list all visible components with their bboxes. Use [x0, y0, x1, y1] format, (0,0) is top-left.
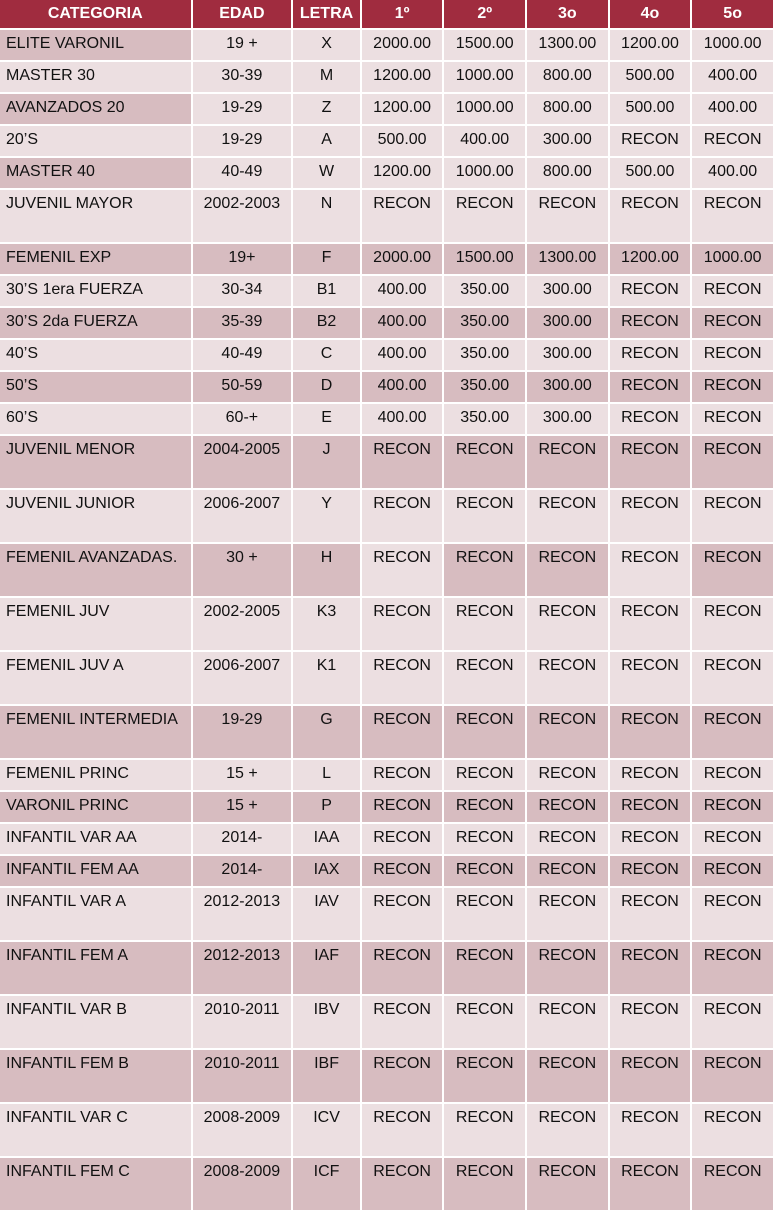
- cell-letra: W: [293, 158, 360, 188]
- cell-place-4: RECON: [610, 126, 691, 156]
- cell-edad: 2012-2013: [193, 942, 292, 994]
- cell-place-1: 2000.00: [362, 30, 443, 60]
- table-row: [0, 544, 773, 596]
- cell-place-2: RECON: [444, 706, 525, 758]
- cell-edad: 19 +: [193, 30, 292, 60]
- cell-place-3: RECON: [527, 1158, 608, 1210]
- cell-place-5: RECON: [692, 996, 773, 1048]
- cell-place-4: RECON: [610, 436, 691, 488]
- cell-place-4: RECON: [610, 404, 691, 434]
- cell-place-5: RECON: [692, 126, 773, 156]
- cell-place-5: RECON: [692, 856, 773, 886]
- cell-place-5: RECON: [692, 598, 773, 650]
- cell-letra: F: [293, 244, 360, 274]
- cell-letra: L: [293, 760, 360, 790]
- cell-place-2: 400.00: [444, 126, 525, 156]
- header-place-2: 2º: [444, 0, 525, 28]
- cell-edad: 2002-2003: [193, 190, 292, 242]
- cell-place-5: RECON: [692, 942, 773, 994]
- cell-place-4: 500.00: [610, 158, 691, 188]
- cell-categoria: 20’S: [0, 126, 191, 156]
- cell-place-1: 400.00: [362, 372, 443, 402]
- cell-place-4: RECON: [610, 792, 691, 822]
- cell-place-5: RECON: [692, 340, 773, 370]
- cell-place-1: RECON: [362, 652, 443, 704]
- table-body: [0, 30, 773, 1210]
- cell-edad: 2008-2009: [193, 1158, 292, 1210]
- table-row: [0, 158, 773, 188]
- cell-place-4: RECON: [610, 544, 691, 596]
- cell-place-1: 400.00: [362, 276, 443, 306]
- header-categoria: CATEGORIA: [0, 0, 191, 28]
- cell-place-2: RECON: [444, 652, 525, 704]
- cell-place-1: RECON: [362, 706, 443, 758]
- cell-place-2: 1000.00: [444, 62, 525, 92]
- cell-place-3: RECON: [527, 544, 608, 596]
- cell-place-3: RECON: [527, 760, 608, 790]
- cell-letra: Y: [293, 490, 360, 542]
- cell-place-5: RECON: [692, 490, 773, 542]
- cell-place-4: RECON: [610, 652, 691, 704]
- table-row: [0, 490, 773, 542]
- cell-place-1: RECON: [362, 824, 443, 854]
- cell-place-1: RECON: [362, 792, 443, 822]
- cell-letra: IAF: [293, 942, 360, 994]
- cell-place-2: RECON: [444, 792, 525, 822]
- header-place-4: 4o: [610, 0, 691, 28]
- cell-edad: 50-59: [193, 372, 292, 402]
- table-row: [0, 942, 773, 994]
- cell-place-4: RECON: [610, 490, 691, 542]
- cell-place-3: RECON: [527, 436, 608, 488]
- cell-place-1: 400.00: [362, 404, 443, 434]
- cell-edad: 2002-2005: [193, 598, 292, 650]
- cell-place-2: RECON: [444, 598, 525, 650]
- cell-edad: 2014-: [193, 824, 292, 854]
- cell-place-2: RECON: [444, 1050, 525, 1102]
- cell-place-3: RECON: [527, 996, 608, 1048]
- cell-place-5: RECON: [692, 652, 773, 704]
- cell-place-2: 350.00: [444, 372, 525, 402]
- cell-place-2: RECON: [444, 1104, 525, 1156]
- cell-place-5: 400.00: [692, 94, 773, 124]
- cell-place-1: 500.00: [362, 126, 443, 156]
- cell-place-5: RECON: [692, 1050, 773, 1102]
- cell-letra: K1: [293, 652, 360, 704]
- cell-place-3: RECON: [527, 1050, 608, 1102]
- cell-categoria: INFANTIL FEM C: [0, 1158, 191, 1210]
- cell-place-4: RECON: [610, 1104, 691, 1156]
- table-row: [0, 652, 773, 704]
- cell-place-3: 1300.00: [527, 244, 608, 274]
- cell-place-1: 1200.00: [362, 94, 443, 124]
- cell-place-1: RECON: [362, 996, 443, 1048]
- cell-categoria: INFANTIL FEM B: [0, 1050, 191, 1102]
- cell-edad: 2008-2009: [193, 1104, 292, 1156]
- cell-letra: IAV: [293, 888, 360, 940]
- cell-place-3: 300.00: [527, 372, 608, 402]
- cell-place-3: 300.00: [527, 340, 608, 370]
- cell-letra: K3: [293, 598, 360, 650]
- cell-place-1: 400.00: [362, 308, 443, 338]
- cell-place-3: RECON: [527, 1104, 608, 1156]
- table-row: [0, 792, 773, 822]
- cell-place-3: 800.00: [527, 62, 608, 92]
- cell-categoria: FEMENIL AVANZADAS.: [0, 544, 191, 596]
- cell-place-1: 2000.00: [362, 244, 443, 274]
- cell-letra: ICV: [293, 1104, 360, 1156]
- cell-categoria: INFANTIL VAR AA: [0, 824, 191, 854]
- cell-place-3: RECON: [527, 792, 608, 822]
- cell-place-4: RECON: [610, 888, 691, 940]
- table-row: [0, 30, 773, 60]
- cell-place-5: RECON: [692, 372, 773, 402]
- cell-place-3: 800.00: [527, 94, 608, 124]
- cell-letra: B2: [293, 308, 360, 338]
- cell-letra: B1: [293, 276, 360, 306]
- cell-letra: D: [293, 372, 360, 402]
- cell-place-2: 350.00: [444, 276, 525, 306]
- cell-place-3: RECON: [527, 190, 608, 242]
- table-row: [0, 276, 773, 306]
- table-row: [0, 888, 773, 940]
- cell-place-4: RECON: [610, 706, 691, 758]
- cell-place-3: RECON: [527, 888, 608, 940]
- cell-place-5: RECON: [692, 308, 773, 338]
- header-edad: EDAD: [193, 0, 292, 28]
- table-row: [0, 372, 773, 402]
- table-row: [0, 436, 773, 488]
- cell-categoria: FEMENIL JUV A: [0, 652, 191, 704]
- cell-categoria: 30’S 2da FUERZA: [0, 308, 191, 338]
- cell-place-2: 1000.00: [444, 94, 525, 124]
- cell-categoria: FEMENIL PRINC: [0, 760, 191, 790]
- cell-edad: 19-29: [193, 126, 292, 156]
- cell-letra: G: [293, 706, 360, 758]
- cell-letra: IBF: [293, 1050, 360, 1102]
- table-row: [0, 760, 773, 790]
- cell-categoria: MASTER 30: [0, 62, 191, 92]
- table-row: [0, 824, 773, 854]
- cell-place-5: 400.00: [692, 62, 773, 92]
- cell-categoria: 50’S: [0, 372, 191, 402]
- cell-edad: 60-+: [193, 404, 292, 434]
- cell-place-1: RECON: [362, 888, 443, 940]
- cell-place-2: RECON: [444, 942, 525, 994]
- cell-edad: 35-39: [193, 308, 292, 338]
- cell-categoria: FEMENIL INTERMEDIA: [0, 706, 191, 758]
- cell-edad: 40-49: [193, 158, 292, 188]
- cell-letra: E: [293, 404, 360, 434]
- cell-categoria: JUVENIL JUNIOR: [0, 490, 191, 542]
- header-place-1: 1º: [362, 0, 443, 28]
- cell-letra: N: [293, 190, 360, 242]
- header-place-5: 5o: [692, 0, 773, 28]
- cell-place-2: RECON: [444, 856, 525, 886]
- cell-categoria: INFANTIL FEM AA: [0, 856, 191, 886]
- table-row: [0, 1050, 773, 1102]
- cell-edad: 2004-2005: [193, 436, 292, 488]
- cell-place-3: RECON: [527, 824, 608, 854]
- header-row: [0, 0, 773, 28]
- cell-edad: 2014-: [193, 856, 292, 886]
- cell-place-2: RECON: [444, 1158, 525, 1210]
- cell-edad: 30-39: [193, 62, 292, 92]
- cell-place-2: RECON: [444, 436, 525, 488]
- cell-place-4: RECON: [610, 824, 691, 854]
- cell-place-2: RECON: [444, 490, 525, 542]
- cell-place-4: RECON: [610, 856, 691, 886]
- table-row: [0, 94, 773, 124]
- cell-place-3: RECON: [527, 706, 608, 758]
- cell-place-5: 1000.00: [692, 244, 773, 274]
- cell-place-1: RECON: [362, 190, 443, 242]
- table-row: [0, 856, 773, 886]
- cell-categoria: FEMENIL EXP: [0, 244, 191, 274]
- cell-place-2: RECON: [444, 824, 525, 854]
- cell-edad: 2012-2013: [193, 888, 292, 940]
- cell-place-1: RECON: [362, 760, 443, 790]
- cell-place-5: RECON: [692, 888, 773, 940]
- cell-place-5: RECON: [692, 436, 773, 488]
- cell-categoria: ELITE VARONIL: [0, 30, 191, 60]
- cell-place-4: RECON: [610, 276, 691, 306]
- cell-place-1: RECON: [362, 598, 443, 650]
- cell-categoria: 60’S: [0, 404, 191, 434]
- cell-letra: IAX: [293, 856, 360, 886]
- cell-place-3: RECON: [527, 490, 608, 542]
- cell-place-5: RECON: [692, 824, 773, 854]
- cell-place-4: RECON: [610, 372, 691, 402]
- table-row: [0, 308, 773, 338]
- cell-place-1: 1200.00: [362, 62, 443, 92]
- table-row: [0, 404, 773, 434]
- table-row: [0, 190, 773, 242]
- cell-letra: Z: [293, 94, 360, 124]
- cell-place-4: 1200.00: [610, 244, 691, 274]
- cell-place-4: RECON: [610, 1158, 691, 1210]
- cell-place-5: 1000.00: [692, 30, 773, 60]
- cell-letra: X: [293, 30, 360, 60]
- cell-categoria: INFANTIL VAR C: [0, 1104, 191, 1156]
- table-row: [0, 126, 773, 156]
- cell-edad: 2010-2011: [193, 1050, 292, 1102]
- cell-place-4: RECON: [610, 942, 691, 994]
- cell-letra: H: [293, 544, 360, 596]
- cell-place-2: 1000.00: [444, 158, 525, 188]
- table-row: [0, 996, 773, 1048]
- cell-place-3: 300.00: [527, 404, 608, 434]
- cell-place-1: RECON: [362, 942, 443, 994]
- cell-place-3: RECON: [527, 942, 608, 994]
- cell-place-3: 300.00: [527, 308, 608, 338]
- cell-place-2: 1500.00: [444, 244, 525, 274]
- cell-place-4: RECON: [610, 308, 691, 338]
- cell-place-3: RECON: [527, 598, 608, 650]
- cell-edad: 15 +: [193, 760, 292, 790]
- cell-edad: 2010-2011: [193, 996, 292, 1048]
- cell-categoria: 30’S 1era FUERZA: [0, 276, 191, 306]
- cell-edad: 2006-2007: [193, 490, 292, 542]
- cell-place-2: RECON: [444, 996, 525, 1048]
- cell-categoria: INFANTIL VAR A: [0, 888, 191, 940]
- cell-place-1: RECON: [362, 544, 443, 596]
- cell-place-5: RECON: [692, 190, 773, 242]
- cell-edad: 19-29: [193, 94, 292, 124]
- cell-place-5: 400.00: [692, 158, 773, 188]
- cell-categoria: 40’S: [0, 340, 191, 370]
- cell-edad: 2006-2007: [193, 652, 292, 704]
- cell-categoria: INFANTIL FEM A: [0, 942, 191, 994]
- cell-place-5: RECON: [692, 792, 773, 822]
- cell-place-2: 350.00: [444, 308, 525, 338]
- cell-place-4: RECON: [610, 1050, 691, 1102]
- cell-letra: A: [293, 126, 360, 156]
- cell-place-4: RECON: [610, 340, 691, 370]
- cell-place-4: RECON: [610, 760, 691, 790]
- cell-place-3: 800.00: [527, 158, 608, 188]
- cell-place-3: RECON: [527, 856, 608, 886]
- cell-categoria: MASTER 40: [0, 158, 191, 188]
- cell-categoria: JUVENIL MENOR: [0, 436, 191, 488]
- cell-letra: P: [293, 792, 360, 822]
- cell-categoria: AVANZADOS 20: [0, 94, 191, 124]
- cell-edad: 30-34: [193, 276, 292, 306]
- table-row: [0, 706, 773, 758]
- cell-place-5: RECON: [692, 276, 773, 306]
- cell-place-5: RECON: [692, 706, 773, 758]
- cell-place-1: RECON: [362, 1104, 443, 1156]
- cell-edad: 40-49: [193, 340, 292, 370]
- cell-place-3: 1300.00: [527, 30, 608, 60]
- table-row: [0, 340, 773, 370]
- cell-place-5: RECON: [692, 404, 773, 434]
- cell-place-4: RECON: [610, 996, 691, 1048]
- cell-place-1: 1200.00: [362, 158, 443, 188]
- cell-place-2: 350.00: [444, 340, 525, 370]
- cell-place-5: RECON: [692, 1158, 773, 1210]
- cell-categoria: JUVENIL MAYOR: [0, 190, 191, 242]
- cell-letra: C: [293, 340, 360, 370]
- cell-letra: M: [293, 62, 360, 92]
- table-row: [0, 1104, 773, 1156]
- cell-edad: 19-29: [193, 706, 292, 758]
- cell-letra: J: [293, 436, 360, 488]
- cell-place-2: RECON: [444, 544, 525, 596]
- cell-place-3: 300.00: [527, 276, 608, 306]
- cell-letra: ICF: [293, 1158, 360, 1210]
- cell-categoria: VARONIL PRINC: [0, 792, 191, 822]
- cell-place-5: RECON: [692, 544, 773, 596]
- cell-edad: 19+: [193, 244, 292, 274]
- cell-place-1: RECON: [362, 1050, 443, 1102]
- table-row: [0, 598, 773, 650]
- cell-place-1: RECON: [362, 856, 443, 886]
- cell-categoria: FEMENIL JUV: [0, 598, 191, 650]
- cell-edad: 30 +: [193, 544, 292, 596]
- cell-place-2: 1500.00: [444, 30, 525, 60]
- cell-place-2: RECON: [444, 190, 525, 242]
- cell-place-1: 400.00: [362, 340, 443, 370]
- cell-place-2: 350.00: [444, 404, 525, 434]
- table-row: [0, 62, 773, 92]
- table-row: [0, 1158, 773, 1210]
- cell-place-3: 300.00: [527, 126, 608, 156]
- cell-place-5: RECON: [692, 760, 773, 790]
- cell-place-4: RECON: [610, 598, 691, 650]
- cell-letra: IBV: [293, 996, 360, 1048]
- cell-place-2: RECON: [444, 888, 525, 940]
- cell-place-4: 1200.00: [610, 30, 691, 60]
- header-letra: LETRA: [293, 0, 360, 28]
- cell-place-1: RECON: [362, 490, 443, 542]
- cell-place-4: 500.00: [610, 62, 691, 92]
- cell-place-3: RECON: [527, 652, 608, 704]
- table-row: [0, 244, 773, 274]
- cell-categoria: INFANTIL VAR B: [0, 996, 191, 1048]
- cell-place-5: RECON: [692, 1104, 773, 1156]
- cell-place-1: RECON: [362, 436, 443, 488]
- cell-place-2: RECON: [444, 760, 525, 790]
- cell-place-4: 500.00: [610, 94, 691, 124]
- cell-edad: 15 +: [193, 792, 292, 822]
- cell-place-4: RECON: [610, 190, 691, 242]
- header-place-3: 3o: [527, 0, 608, 28]
- cell-letra: IAA: [293, 824, 360, 854]
- cell-place-1: RECON: [362, 1158, 443, 1210]
